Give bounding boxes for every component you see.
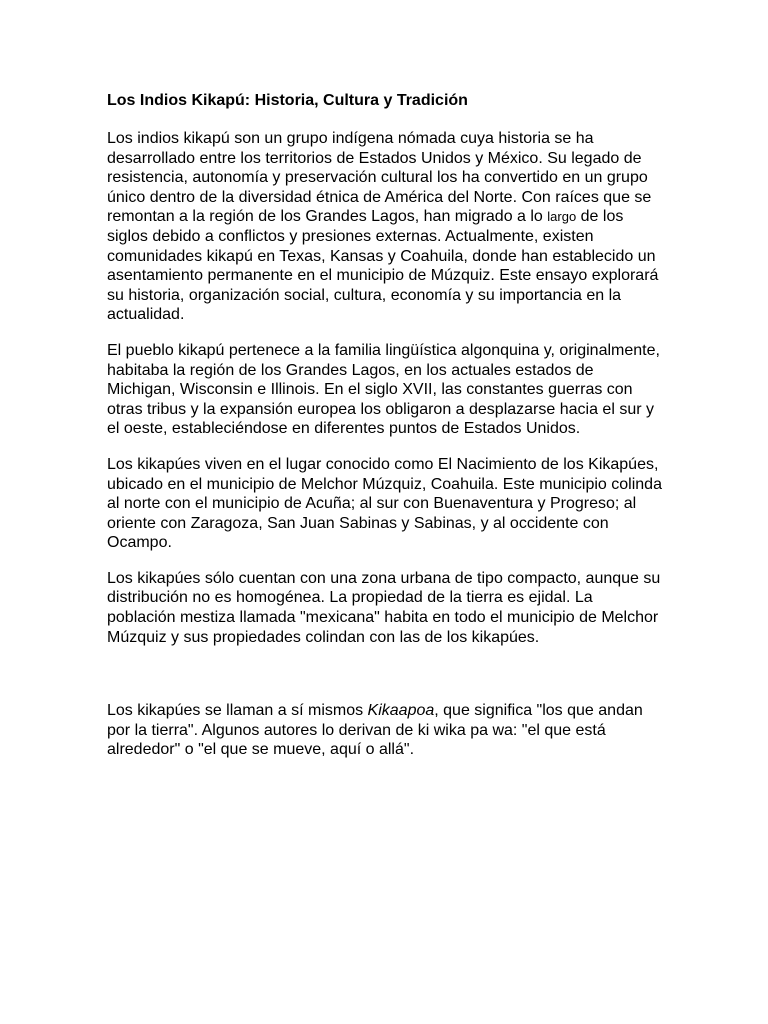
paragraph-intro-text-end: de los siglos debido a conflictos y presiones externas. Actualmente, existen comunidades kikapú en Texas, Kansas y Coahuila, donde han establecido un asentamiento permanente en el municipio de Múzquiz. Este ensayo explorará su historia, organización social, cultura, economía y su importancia en la actualidad. (107, 208, 659, 324)
paragraph-intro (107, 129, 663, 325)
paragraph-land: Los kikapúes sólo cuentan con una zona urbana de tipo compacto, aunque su distribución no es homogénea. La propiedad de la tierra es ejidal. La población mestiza llamada "mexicana" habita en todo el municipio de Melchor Múzquiz y sus propiedades colindan con las de los kikapúes. (107, 569, 661, 646)
blank-gap (107, 663, 663, 701)
paragraph-location: Los kikapúes viven en el lugar conocido como El Nacimiento de los Kikapúes, ubicado en el municipio de Melchor Múzquiz, Coahuila. Este municipio colinda al norte con el municipio de Acuña; al sur con Buenaventura y Progreso; al oriente con Zaragoza, San Juan Sabinas y Sabinas, y al occidente con Ocampo. (107, 455, 662, 552)
paragraph-intro-small-word: largo (547, 209, 577, 225)
paragraph-intro-text-start: Los indios kikapú son un grupo indígena nómada cuya historia se ha desarrollado entre los territorios de Estados Unidos y México. Su legado de resistencia, autonomía y preservación cultural los ha convertido en un grupo único dentro de la diversidad étnica de América del Norte. Con raíces que se remontan a la región de los Grandes Lagos, han migrado a lo (107, 130, 652, 226)
paragraph-origin: El pueblo kikapú pertenece a la familia lingüística algonquina y, originalmente, habitaba la región de los Grandes Lagos, en los actuales estados de Michigan, Wisconsin e Illinois. En el siglo XVII, las constantes guerras con otras tribus y la expansión europea los obligaron a desplazarse hacia el sur y el oeste, estableciéndose en diferentes puntos de Estados Unidos. (107, 341, 660, 438)
paragraph-name-meaning (107, 701, 663, 760)
paragraph-name-text-end: , que significa "los que andan por la tierra". Algunos autores lo derivan de ki wika pa wa: "el que está alrededor" o "el que se mueve, aquí o allá". (107, 702, 643, 759)
document-title: Los Indios Kikapú: Historia, Cultura y Tradición (107, 92, 468, 109)
document-page (107, 91, 663, 776)
paragraph-name-italic-term: Kikaapoa (367, 702, 435, 720)
paragraph-name-text-start: Los kikapúes se llaman a sí mismos (107, 702, 368, 720)
